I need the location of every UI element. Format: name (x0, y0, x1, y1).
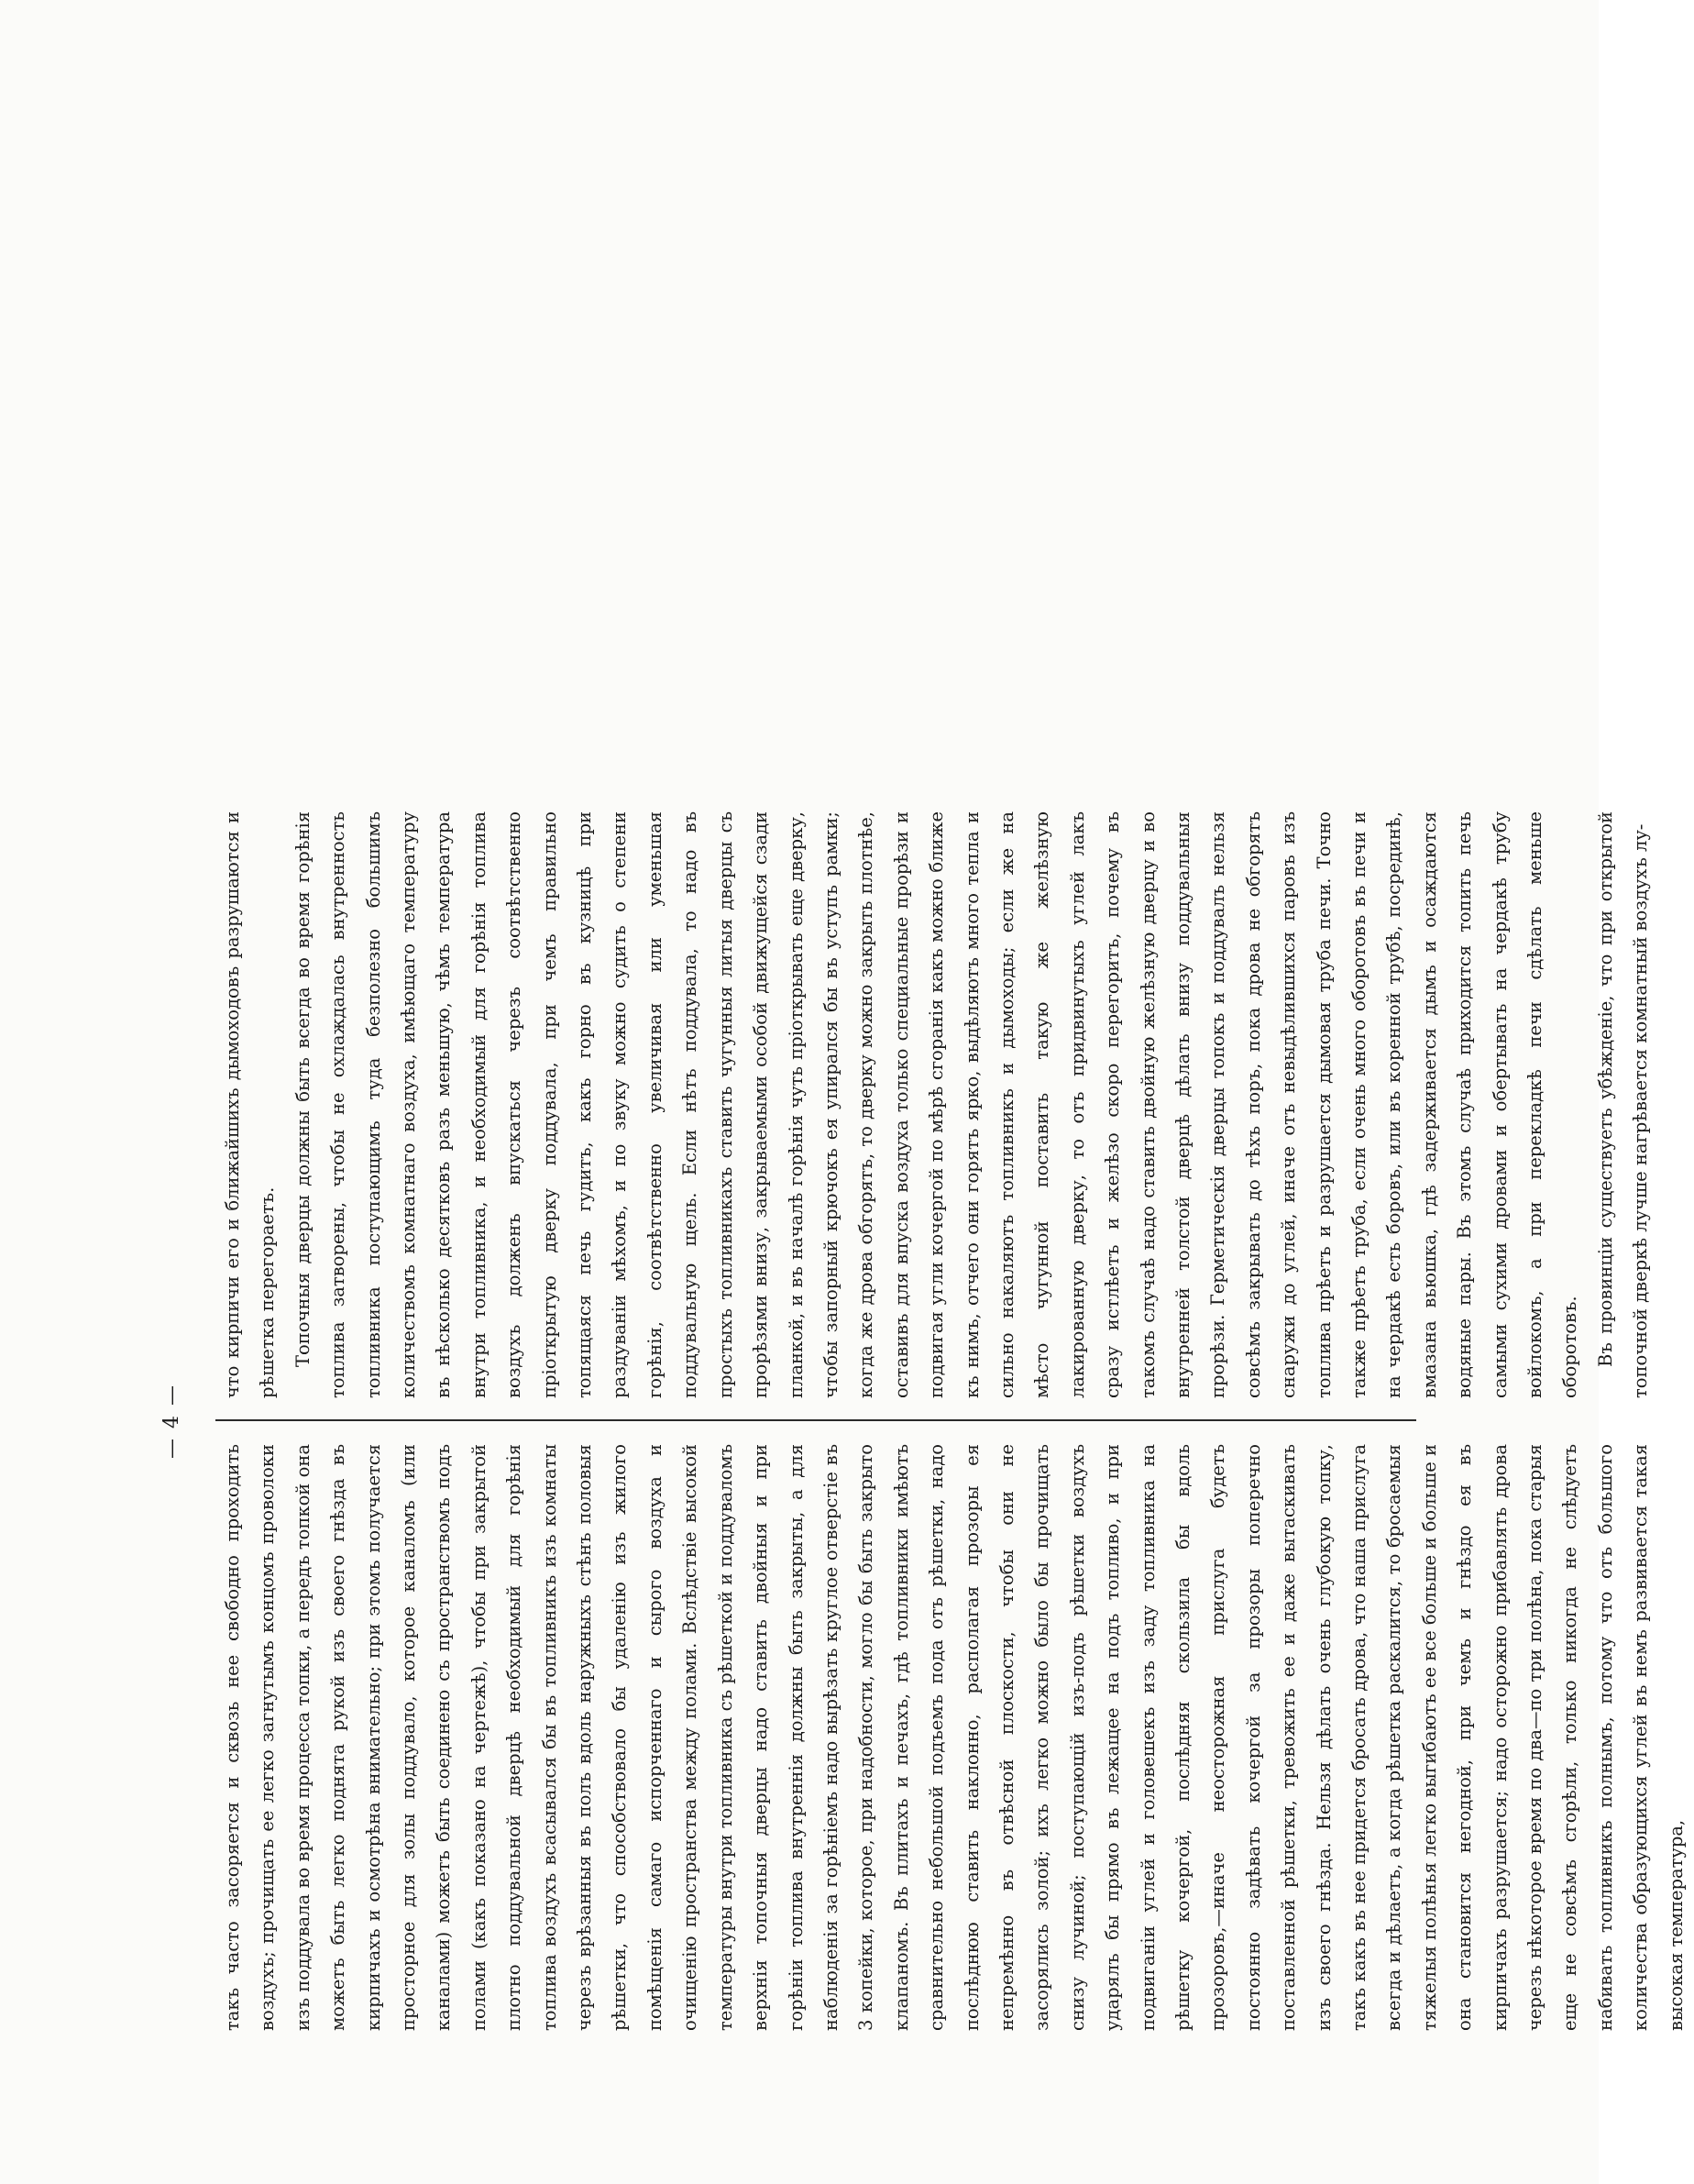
column-divider (215, 1419, 1416, 1421)
paragraph: такъ часто засоряется и сквозь нее свободно проходить воздухъ; прочищать ее легко загнутымъ концомъ проволоки изъ поддувала во время процесса топки, а передъ топкой она можетъ быть легко поднята рукой изъ своего гнѣзда въ кирпичахъ и осмотрѣна внимательно; при этомъ получается просторное для золы поддувало, которое каналомъ (или каналами) можетъ быть соединено съ пространствомъ подъ полами (какъ показано на чертежѣ), чтобы при закрытой плотно поддувальной дверцѣ необходимый для горѣнія топлива воздухъ всасывался бы въ топливникъ изъ комнаты черезъ врѣзанныя въ полъ вдоль наружныхъ стѣнъ половыя рѣшетки, что способствовало бы удаленію изъ жилого помѣщенія самаго испорченнаго и сырого воздуха и очищенію пространства между полами. Вслѣдствіе высокой температуры внутри топливника съ рѣшеткой и поддуваломъ верхнія топочныя дверцы надо ставить двойныя и при горѣніи топлива внутреннія должны быть закрыты, а для наблюденія за горѣніемъ надо вырѣзать круглое отверстіе въ 3 копейки, которое, при надобности, могло бы быть закрыто клапаномъ. Въ плитахъ и печахъ, гдѣ топливники имѣютъ сравнительно небольшой подъемъ пода отъ рѣшетки, надо послѣднюю ставить наклонно, располагая прозоры ея непремѣнно въ отвѣсной плоскости, чтобы они не засорялись золой; ихъ легко можно было бы прочищать снизу лучиной; поступающій изъ-подъ рѣшетки воздухъ ударялъ бы прямо въ лежащее на подъ топливо, и при подвиганіи углей и головешекъ изъ заду топливника на рѣшетку кочергой, послѣдняя скользила бы вдоль прозоровъ,—иначе неосторожная прислуга будетъ постоянно задѣвать кочергой за прозоры поперечно поставленной рѣшетки, тревожить ее и даже вытаскивать изъ своего гнѣзда. Нельзя дѣлать очень глубокую топку, такъ какъ въ нее придется бросать дрова, что наша прислуга всегда и дѣлаетъ, а когда рѣшетка раскалится, то бросаемыя тяжелыя полѣнья легко выгибаютъ ее все больше и больше и она становится негодной, при чемъ и гнѣздо ея въ кирпичахъ разрушается; надо осторожно прибавлять дрова черезъ нѣкоторое время по два—по три полѣна, пока старыя еще не совсѣмъ сгорѣли, только никогда не слѣдуетъ набивать топливникъ полнымъ, потому что отъ большого количества образующихся углей въ немъ развивается такая высокая температура, (222, 1444, 1687, 2031)
paragraph: Топочныя дверцы должны быть всегда во время горѣнія топлива затворены, чтобы не охлаждалась внутренность топливника поступающимъ туда безполезно большимъ количествомъ комнатнаго воздуха, имѣющаго температуру въ нѣсколько десятковъ разъ меньшую, чѣмъ температура внутри топливника, и необходимый для горѣнія топлива воздухъ долженъ впускаться черезъ соотвѣтственно пріоткрытую дверку поддувала, при чемъ правильно топящаяся печь гудитъ, какъ горно въ кузницѣ при раздуваніи мѣхомъ, и по звуку можно судить о степени горѣнія, соотвѣтственно увеличивая или уменьшая поддувальную щель. Если нѣтъ поддувала, то надо въ простыхъ топливникахъ ставить чугунныя литыя дверцы съ прорѣзями внизу, закрываемыми особой движущейся сзади планкой, и въ началѣ горѣнія чуть пріоткрывать еще дверку, чтобы запорный крючокъ ея упирался бы въ уступъ рамки; когда же дрова обгорятъ, то дверку можно закрыть плотнѣе, оставивъ для впуска воздуха только специальные прорѣзи и подвигая угли кочергой по мѣрѣ сгоранія какъ можно ближе къ нимъ, отчего они горятъ ярко, выдѣляютъ много тепла и сильно накаляютъ топливникъ и дымоходы; если же на мѣсто чугунной поставить такую же желѣзную лакированную дверку, то отъ придвинутыхъ углей лакъ сразу истлѣетъ и желѣзо скоро перегоритъ, почему въ такомъ случаѣ надо ставить двойную желѣзную дверцу и во внутренней толстой дверцѣ дѣлать внизу поддувальныя прорѣзи. Герметическія дверцы топокъ и поддувалъ нельзя совсѣмъ закрывать до тѣхъ поръ, пока дрова не обгорятъ снаружи до углей, иначе отъ невыдѣлившихся паровъ изъ топлива прѣетъ и разрушается дымовая труба печи. Точно также прѣетъ труба, если очень много оборотовъ въ печи и на чердакѣ есть боровъ, или въ коренной трубѣ, посрединѣ, вмазана вьюшка, гдѣ задерживается дымъ и осаждаются водяные пары. Въ этомъ случаѣ приходится топить печь самыми сухими дровами и обертывать на чердакѣ трубу войлокомъ, а при перекладкѣ печи сдѣлать меньше оборотовъ. (292, 811, 1581, 1398)
right-column (215, 811, 1652, 1398)
paragraph: что кирпичи его и ближайшихъ дымоходовъ разрушаются и рѣшетка перегораетъ. (222, 811, 279, 1398)
page-number: — 4 — (160, 1384, 183, 1459)
rotated-sheet (160, 811, 1687, 2031)
paragraph: Въ провинціи существуетъ убѣжденіе, что при открытой топочной дверкѣ лучше нагрѣвается комнатный воздухъ лу- (1594, 811, 1652, 1398)
left-column (215, 1444, 1687, 2031)
